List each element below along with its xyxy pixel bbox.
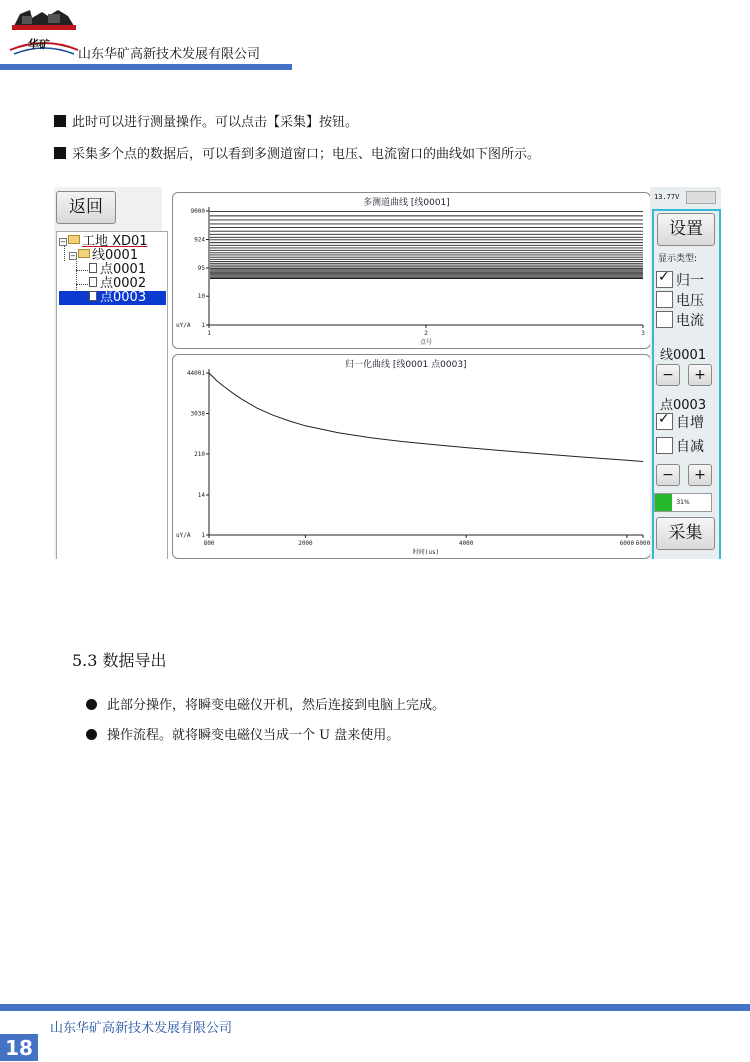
bullet-2 bbox=[86, 724, 399, 743]
tree-point-node[interactable] bbox=[89, 263, 146, 277]
settings-button[interactable]: 设置 bbox=[657, 213, 715, 246]
current-checkbox[interactable] bbox=[656, 311, 673, 328]
battery-voltage: 13.77V bbox=[654, 193, 680, 201]
point-label: 点0003 bbox=[660, 398, 707, 413]
auto-increment-checkbox[interactable] bbox=[656, 413, 673, 430]
y-tick-label: 10 bbox=[197, 293, 205, 301]
y-tick-label: 3038 bbox=[190, 410, 205, 418]
auto-decrement-checkbox[interactable] bbox=[656, 437, 673, 454]
y-tick-label: 14 bbox=[197, 492, 205, 500]
tree-point-label: 点0003 bbox=[100, 290, 147, 305]
x-tick-label: 2000 bbox=[298, 540, 313, 547]
collapse-icon[interactable]: − bbox=[70, 252, 76, 260]
y-tick-label: 9000 bbox=[190, 208, 205, 215]
y-tick-label: 1 bbox=[201, 532, 205, 539]
line-minus-button[interactable]: − bbox=[656, 364, 680, 386]
device-screenshot bbox=[54, 187, 721, 559]
y-tick-label: 44001 bbox=[186, 370, 205, 377]
x-tick-label: 800 bbox=[203, 540, 215, 547]
x-axis-label: 时间(us) bbox=[412, 549, 440, 556]
tree-root[interactable] bbox=[59, 235, 148, 249]
current-label: 电流 bbox=[676, 313, 704, 329]
logo-text: 华矿 bbox=[28, 38, 50, 51]
y-tick-label: 95 bbox=[197, 264, 205, 272]
round-bullet-icon bbox=[86, 729, 97, 740]
chart-2-title: 归一化曲线 [线0001 点0003] bbox=[345, 360, 467, 370]
auto-decrement-label: 自减 bbox=[676, 439, 704, 455]
paragraph-2-text: 采集多个点的数据后，可以看到多测道窗口；电压、电流窗口的曲线如下图所示。 bbox=[72, 147, 541, 162]
progress-label: 31% bbox=[676, 499, 690, 506]
y-tick-label: 210 bbox=[194, 450, 205, 458]
section-title: 5.3 数据导出 bbox=[72, 651, 167, 670]
square-bullet-icon bbox=[54, 115, 66, 127]
file-icon bbox=[89, 263, 97, 273]
left-panel bbox=[54, 187, 162, 559]
voltage-box bbox=[686, 191, 716, 204]
x-axis-label: 点号 bbox=[419, 339, 433, 346]
chart-1-title: 多测道曲线 [线0001] bbox=[363, 198, 450, 208]
y-tick-label: 1 bbox=[201, 322, 205, 329]
header-rule bbox=[0, 64, 292, 70]
tree-point-node-selected[interactable] bbox=[59, 291, 166, 305]
point-plus-button[interactable]: + bbox=[688, 464, 712, 486]
x-tick-label: 6000 bbox=[619, 540, 635, 547]
square-bullet-icon bbox=[54, 147, 66, 159]
normalize-label: 归一 bbox=[676, 273, 704, 289]
folder-icon bbox=[78, 249, 90, 258]
footer-company-name: 山东华矿高新技术发展有限公司 bbox=[50, 1021, 233, 1036]
acquisition-progress-bar bbox=[654, 493, 712, 512]
voltage-checkbox[interactable] bbox=[656, 291, 673, 308]
footer-rule bbox=[0, 1004, 750, 1011]
tree-point-node[interactable] bbox=[89, 277, 146, 291]
multichannel-chart bbox=[173, 193, 650, 348]
display-type-label: 显示类型: bbox=[658, 254, 698, 264]
tree-point-label: 点0001 bbox=[100, 262, 147, 277]
bullet-1 bbox=[86, 694, 445, 713]
normalized-chart-panel bbox=[172, 354, 651, 559]
file-icon bbox=[89, 291, 97, 301]
header-company-name: 山东华矿高新技术发展有限公司 bbox=[78, 47, 261, 62]
tree-point-label: 点0002 bbox=[100, 276, 147, 291]
file-icon bbox=[89, 277, 97, 287]
line-plus-button[interactable]: + bbox=[688, 364, 712, 386]
y-axis-label: uY/A bbox=[176, 532, 191, 539]
x-tick-label: 4000 bbox=[458, 540, 474, 547]
normalize-checkbox[interactable] bbox=[656, 271, 673, 288]
paragraph-1 bbox=[54, 111, 358, 130]
paragraph-1-text: 此时可以进行测量操作。可以点击【采集】按钮。 bbox=[72, 115, 359, 130]
x-tick-label: 1 bbox=[207, 330, 211, 337]
page-number: 18 bbox=[0, 1034, 38, 1061]
collapse-icon[interactable]: − bbox=[60, 238, 66, 246]
folder-icon bbox=[68, 235, 80, 244]
x-tick-label: 2 bbox=[424, 330, 428, 337]
round-bullet-icon bbox=[86, 699, 97, 710]
point-minus-button[interactable]: − bbox=[656, 464, 680, 486]
x-tick-label: 6000 bbox=[635, 540, 650, 547]
y-tick-label: 924 bbox=[194, 236, 205, 244]
right-control-panel bbox=[650, 187, 721, 559]
tree-line-label: 线0001 bbox=[92, 248, 139, 263]
line-label: 线0001 bbox=[660, 348, 707, 363]
multichannel-chart-panel bbox=[172, 192, 651, 349]
collect-button[interactable]: 采集 bbox=[656, 517, 715, 550]
paragraph-2 bbox=[54, 143, 540, 162]
voltage-label: 电压 bbox=[676, 293, 704, 309]
tree-root-label: 工地 XD01 bbox=[82, 234, 148, 249]
y-axis-label: uY/A bbox=[176, 322, 191, 329]
data-tree bbox=[56, 231, 168, 559]
auto-increment-label: 自增 bbox=[676, 415, 704, 431]
company-logo bbox=[8, 4, 80, 56]
normalized-chart bbox=[173, 355, 650, 558]
decay-curve bbox=[209, 373, 643, 462]
bullet-1-text: 此部分操作，将瞬变电磁仪开机，然后连接到电脑上完成。 bbox=[107, 698, 446, 713]
back-button[interactable]: 返回 bbox=[56, 191, 116, 224]
bullet-2-text: 操作流程。就将瞬变电磁仪当成一个 U 盘来使用。 bbox=[107, 728, 400, 743]
tree-line-node[interactable] bbox=[69, 249, 138, 263]
x-tick-label: 3 bbox=[641, 330, 645, 337]
